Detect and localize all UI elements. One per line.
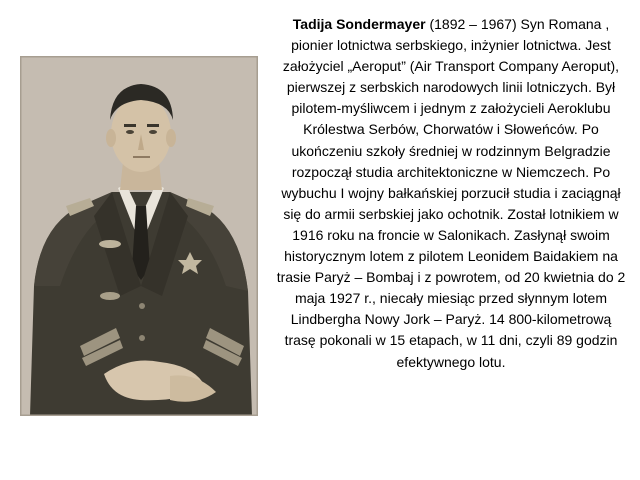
portrait-photo	[20, 56, 258, 416]
portrait-image	[20, 56, 258, 416]
bio-text	[276, 14, 626, 373]
bio-body: (1892 – 1967) Syn Romana , pionier lotnictwa serbskiego, inżynier lotnictwa. Jest założyciel „Aeroput” (Air Transport Company Aeroput), pierwszej z serbskich narodowych linii lotniczych. Był pilotem-myśliwcem i jednym z założycieli Aeroklubu Królestwa Serbów, Chorwatów i Słoweńców. Po ukończeniu szkoły średniej w rodzinnym Belgradzie rozpoczął studia architektoniczne w Niemczech. Po wybuchu I wojny bałkańskiej porzucił studia i zaciągnął się do armii serbskiej jako ochotnik. Został lotnikiem w 1916 roku na froncie w Salonikach. Zasłynął swoim historycznym lotem z pilotem Leonidem Baidakiem na trasie Paryż – Bombaj i z powrotem, od 20 kwietnia do 2 maja 1927 r., niecały miesiąc przed słynnym lotem Lindbergha Nowy Jork – Paryż. 14 800-kilometrową trasę pokonali w 15 etapach, w 11 dni, czyli 89 godzin efektywnego lotu.	[276, 16, 626, 370]
bio-name: Tadija Sondermayer	[292, 16, 426, 32]
